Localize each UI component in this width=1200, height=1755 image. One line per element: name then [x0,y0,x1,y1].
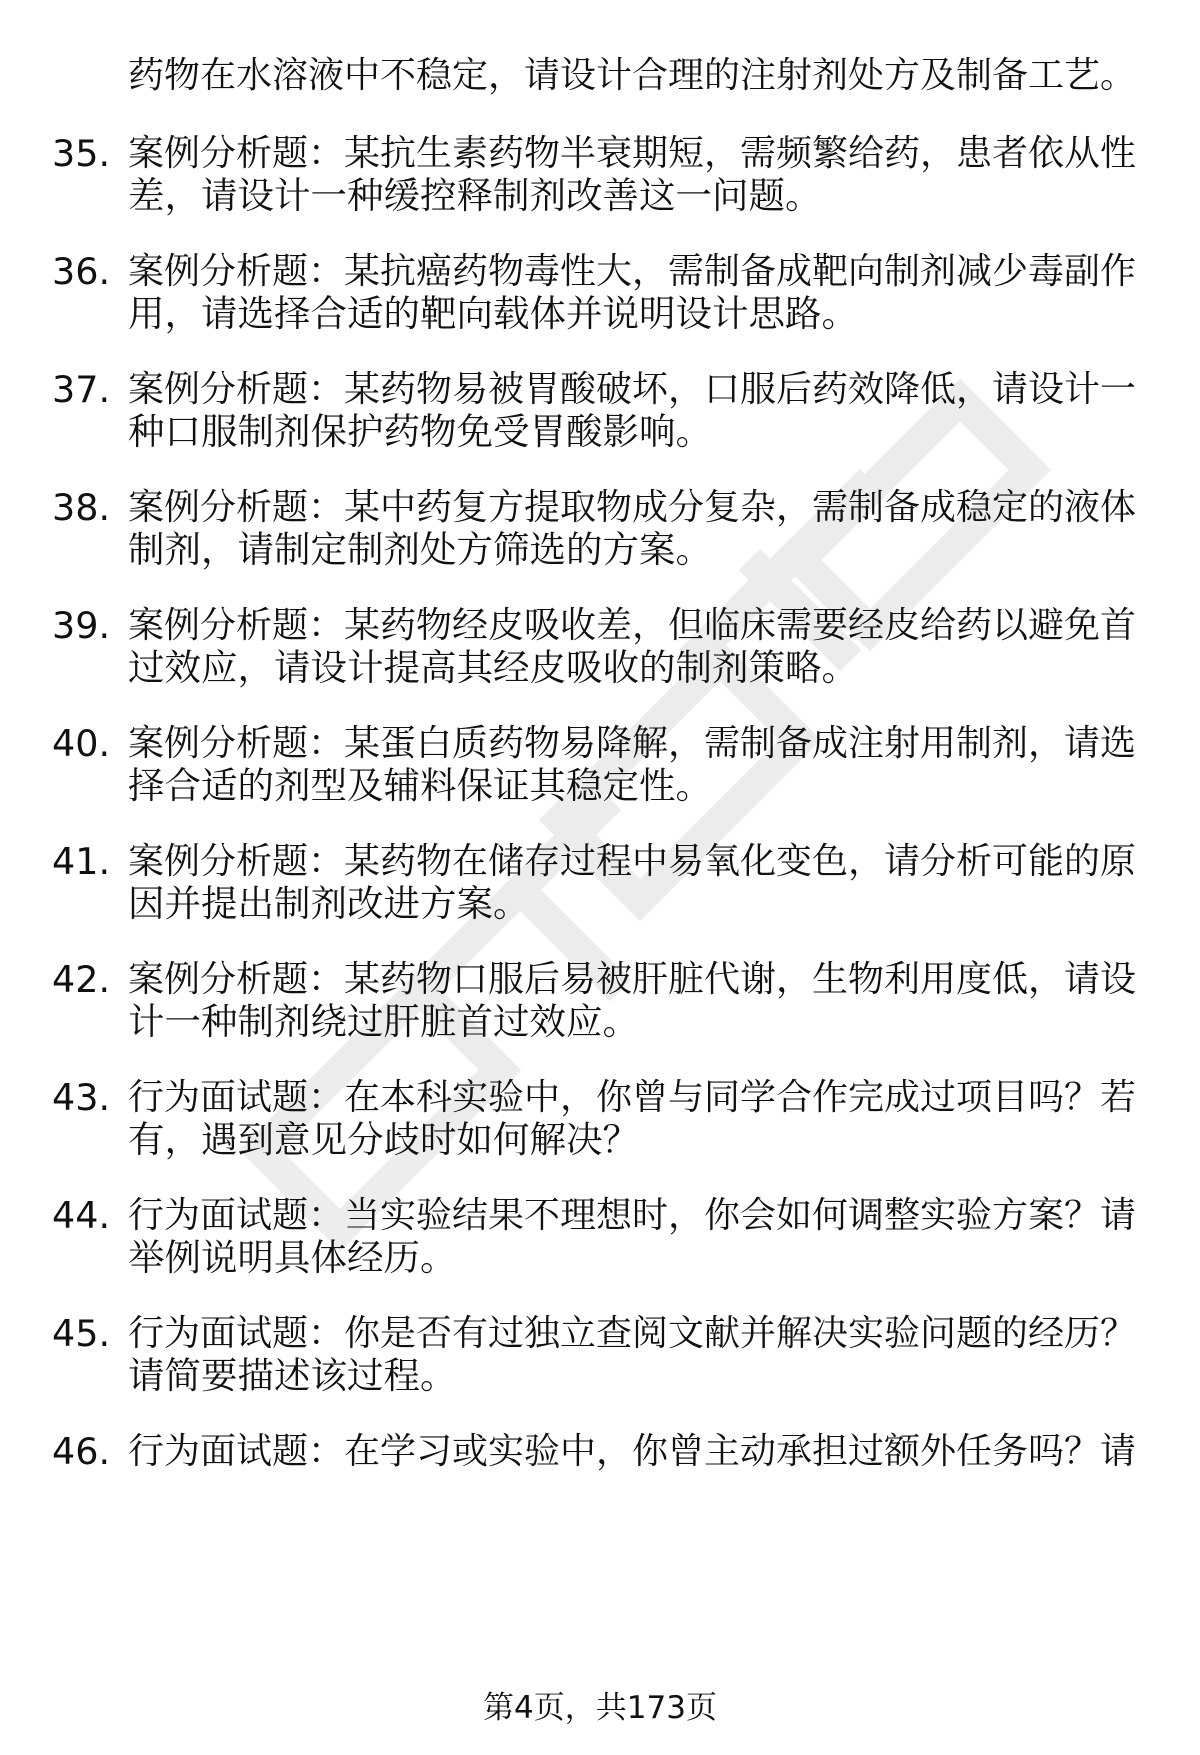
question-text-line2: 过效应，请设计提高其经皮吸收的制剂策略。 [128,646,858,689]
question-text-line1: 案例分析题：某抗生素药物半衰期短，需频繁给药，患者依从性 [128,133,1137,174]
question-text-line2: 有，遇到意见分歧时如何解决？ [128,1118,639,1161]
question-number: 35. [52,132,111,175]
question-text-line1: 案例分析题：某中药复方提取物成分复杂，需制备成稳定的液体 [128,487,1137,528]
question-text-line2: 用，请选择合适的靶向载体并说明设计思路。 [128,292,858,335]
question-text-line1: 案例分析题：某药物口服后易被肝脏代谢，生物利用度低，请设 [128,959,1137,1000]
question-number: 37. [52,368,111,411]
question-number: 36. [52,250,111,293]
question-number: 39. [52,604,111,647]
question-number: 40. [52,722,111,765]
question-text-line2: 计一种制剂绕过肝脏首过效应。 [128,1000,639,1043]
question-text-line2: 择合适的剂型及辅料保证其稳定性。 [128,764,712,807]
question-text-line1: 行为面试题：在本科实验中，你曾与同学合作完成过项目吗？若 [128,1077,1137,1118]
question-text-line1: 案例分析题：某蛋白质药物易降解，需制备成注射用制剂，请选 [128,723,1137,764]
question-text-line2: 请简要描述该过程。 [128,1354,457,1397]
page-footer: 第4页，共173页 [483,1690,717,1726]
continuation-line: 药物在水溶液中不稳定，请设计合理的注射剂处方及制备工艺。 [128,55,1137,96]
question-text-line1: 行为面试题：当实验结果不理想时，你会如何调整实验方案？请 [128,1195,1137,1236]
question-text-line1: 案例分析题：某药物易被胃酸破坏，口服后药效降低，请设计一 [128,369,1137,410]
question-number: 45. [52,1312,111,1355]
question-text-line2: 制剂，请制定制剂处方筛选的方案。 [128,528,712,571]
question-text-line1: 行为面试题：在学习或实验中，你曾主动承担过额外任务吗？请 [128,1431,1137,1472]
question-text-line2: 差，请设计一种缓控释制剂改善这一问题。 [128,174,822,217]
question-number: 46. [52,1430,111,1473]
question-text-line2: 举例说明具体经历。 [128,1236,457,1279]
question-text-line2: 种口服制剂保护药物免受胃酸影响。 [128,410,712,453]
question-text-line2: 因并提出制剂改进方案。 [128,882,530,925]
question-number: 43. [52,1076,111,1119]
question-number: 41. [52,840,111,883]
question-number: 38. [52,486,111,529]
question-number: 44. [52,1194,111,1237]
question-text-line1: 案例分析题：某药物在储存过程中易氧化变色，请分析可能的原 [128,841,1137,882]
question-number: 42. [52,958,111,1001]
question-text-line1: 案例分析题：某药物经皮吸收差，但临床需要经皮给药以避免首 [128,605,1137,646]
question-text-line1: 案例分析题：某抗癌药物毒性大，需制备成靶向制剂减少毒副作 [128,251,1137,292]
question-text-line1: 行为面试题：你是否有过独立查阅文献并解决实验问题的经历？ [128,1313,1137,1354]
